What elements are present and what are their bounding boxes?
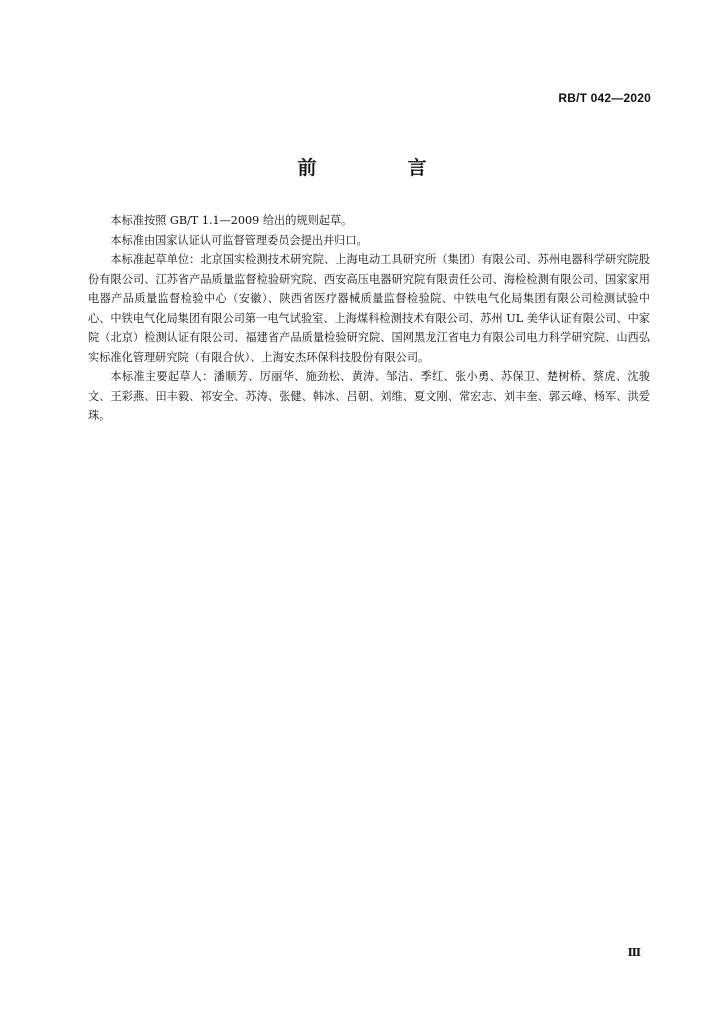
standard-code: RB/T 042—2020 [558, 91, 651, 105]
page-number: Ⅲ [627, 946, 641, 959]
paragraph-drafting-rules: 本标准按照 GB/T 1.1—2009 给出的规则起草。 [110, 214, 353, 227]
page-title: 前 言 [297, 157, 463, 179]
preface-body [88, 211, 650, 426]
paragraph-proposer: 本标准由国家认证认可监督管理委员会提出并归口。 [110, 233, 368, 247]
paragraph-drafting-units: 本标准起草单位：北京国实检测技术研究院、上海电动工具研究所（集团）有限公司、苏州电器科学研究院股份有限公司、江苏省产品质量监督检验研究院、西安高压电器研究院有限责任公司、海检检测有限公司、国家家用电器产品质量监督检验中心（安徽）、陕西省医疗器械质量监督检验院、中铁电气化局集团有限公司检测试验中心、中铁电气化局集团有限公司第一电气试验室、上海煤科检测技术有限公司、苏州 UL 美华认证有限公司、中家院（北京）检测认证有限公司、福建省产品质量检验研究院、国网黑龙江省电力有限公司电力科学研究院、山西弘实标准化管理研究院（有限合伙）、上海安杰环保科技股份有限公司。 [88, 253, 650, 364]
paragraph-main-drafters: 本标准主要起草人：潘顺芳、厉丽华、施劲松、黄涛、邹洁、季红、张小勇、苏保卫、楚树桥、蔡虎、沈骏文、王彩燕、田丰毅、祁安全、苏涛、张健、韩冰、吕朝、刘维、夏文刚、常宏志、刘丰奎、郭云峰、杨军、洪爱珠。 [88, 370, 650, 422]
